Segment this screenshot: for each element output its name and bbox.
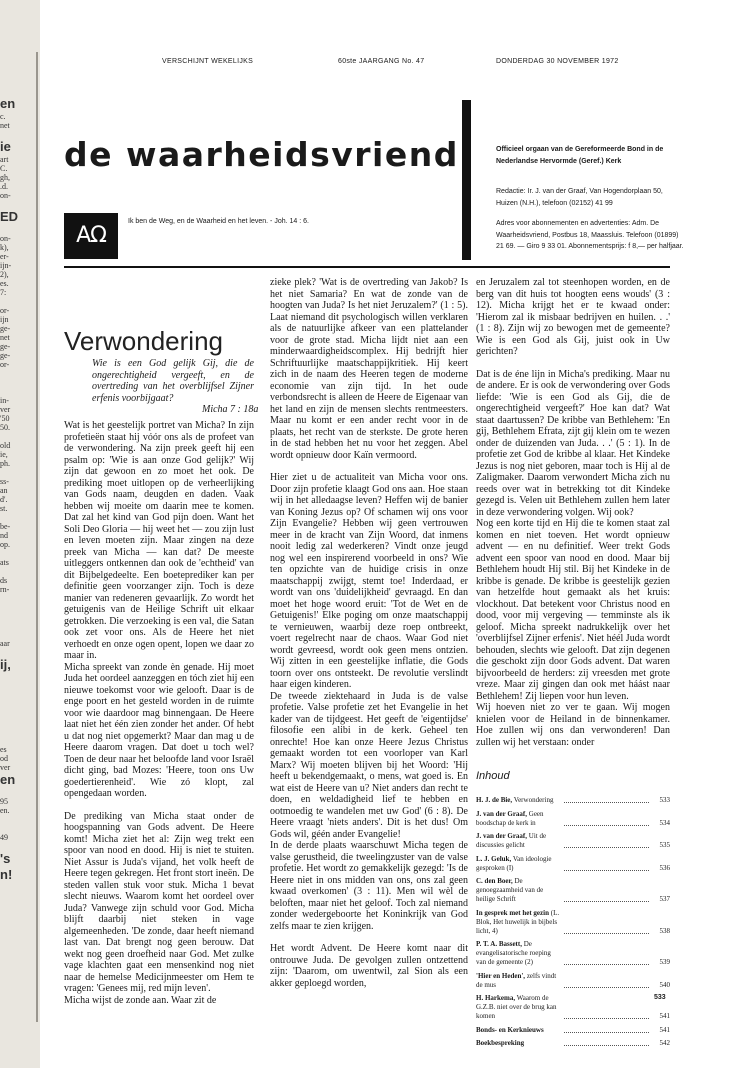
toc-entry bbox=[476, 909, 670, 936]
article-column-3 bbox=[476, 277, 670, 748]
toc-title: De genoegzaamheid van de heilige Schrift bbox=[476, 877, 544, 903]
toc-entry bbox=[476, 810, 670, 828]
paragraph: Nog een korte tijd en Hij die te komen staat zal komen en niet toeven. Het wordt opnieuw advent — en nu definitief. Weer trekt Gods advent een spoor van nood en dood. Maar bij Bethlehem houdt Hij stil. Bij het Kindeke in de kribbe is genade. De kribbe is geestelijk gezien van hetzelfde hout gemaakt als het kruis: vlockhout. Dat betekent voor Christus nood en dood, voor mij vergeving — temminste als ik geloof. Micha spreekt nadrukkelijk over het 'overblijfsel Zijner erfenis'. Niet héél Juda wordt behouden, slechts wie gelooft. Dat zijn degenen die geschokt zijn door Gods advent. Dat waren bijvoorbeeld de herders: zij vreesden met grote vreze. Maar zij gingen dan ook met háást naar Bethlehem! Zij liepen voor hun leven. bbox=[476, 518, 670, 702]
toc-page-number: 541 bbox=[659, 1025, 670, 1034]
newspaper-title: de waarheidsvriend bbox=[64, 135, 459, 174]
previous-page-line: op. bbox=[0, 540, 10, 549]
toc-author: C. den Boer, bbox=[476, 877, 513, 885]
toc-author: 'Hier en Heden', bbox=[476, 971, 526, 980]
toc-title: De evangelisatorische roeping van de gemeente (2) bbox=[476, 940, 551, 966]
toc-leader bbox=[564, 870, 649, 871]
previous-page-line: ijn- bbox=[0, 261, 12, 270]
previous-page-line: art bbox=[0, 155, 9, 164]
toc-entry bbox=[476, 994, 670, 1021]
previous-page-line bbox=[0, 736, 30, 745]
paragraph: Hier ziet u de actualiteit van Micha voor ons. Door zijn profetie klaagt God ons aan. Hoe staan wij in het alledaagse leven? Heffen wij de banier van Koning Jezus op? Of schamen wij ons voor Zijn Evangelie? Hebben wij geen vertrouwen meer in de kracht van Zijn Woord, dat inmens nooit ledig zal wederkeren? Vindt onze jeugd nog wel een inspirerend voorbeeld in ons? Wie ten opzichte van de huidige crisis in onze maatschappij zwijgt, stemt toe! Inderdaad, er wordt van ons 'duidelijkheid' gevraagd. En dan moet het hoge woord eruit: 'Tot de Wet en de Getuigenis!' Elke poging om onze maatschappij te vernieuwen, waarbij deze roep ontbreekt, voert regelrecht naar de chaos. Waar God niet wordt gevreesd, wordt ook geen mens ontzien. Wij zitten in een geestelijke inflatie, die Gods toorn over ons ontsteekt. De revolutie verslindt haar eigen kinderen. bbox=[270, 472, 468, 690]
previous-page-line: or- bbox=[0, 306, 10, 315]
previous-page-line bbox=[0, 788, 30, 797]
previous-page-line: in- bbox=[0, 396, 9, 405]
previous-page-line: aar bbox=[0, 639, 10, 648]
previous-page-line: gh, bbox=[0, 173, 10, 182]
article-column-1 bbox=[64, 420, 254, 1006]
toc-entry bbox=[476, 1039, 670, 1048]
previous-page-line: 49 bbox=[0, 833, 8, 842]
toc-entry bbox=[476, 855, 670, 873]
previous-page-line bbox=[0, 842, 30, 851]
previous-page-line: C. bbox=[0, 164, 8, 173]
previous-page-line: '50 bbox=[0, 414, 10, 423]
toc-entry bbox=[476, 796, 670, 805]
toc-leader bbox=[564, 987, 649, 988]
paragraph: Dat is de éne lijn in Micha's prediking. Maar nu de andere. Er is ook de verwondering over Gods liefde: 'Wie is een God als Gij, die de ongerechtigheid vergeeft?' Hoe kan dat? Wat staat daartussen? De kribbe van Bethlehem: 'En gij, Bethlehem Efrata, zijt gij klein om te wezen onder de duizenden van Juda. . .' (5 : 1). In de profetie zet God de kribbe al klaar. Het Kindeke Jezus is nog niet geboren, maar toch is Hij al de Zaligmaker. Daarom verwondert Micha zich nu reeds over wat in betrekking tot dit Kindeke gezegd is. Velen uit Bethlehem zullen hem later in deze verwondering volgen. Wij ook? bbox=[476, 368, 670, 518]
alpha-omega-logo: AΩ bbox=[64, 213, 118, 259]
paragraph: Het wordt Advent. De Heere komt naar dit ontrouwe Juda. De gevolgen zullen ontzettend zijn: 'Daarom, om uwentwil, zal Sion als een akker geploegd worden, bbox=[270, 943, 468, 989]
toc-page-number: 542 bbox=[659, 1039, 670, 1047]
previous-page-line bbox=[0, 621, 30, 630]
previous-page-line: old bbox=[0, 441, 11, 450]
previous-page-line: 50. bbox=[0, 423, 10, 432]
paragraph: Micha spreekt van zonde èn genade. Hij moet Juda het oordeel aanzeggen en tóch ziet hij een nieuwe toekomst voor wie gelooft. Daar is de enge poort en het gesteld worden in de ruimte voor wie daardoor mag binnengaan. De Heere laat niet het één zien zonder het ander. Of hebt u dat nog niet opgemerkt? Maar dan mag u de Heere daarom vragen. Dat doet u toch wel? Toen de deur naar het beloofde land voor Israël dicht ging, bad Mozes: 'Heere, toon ons Uw goedertierenheid'. Wie zó klopt, zal opengedaan worden. bbox=[64, 661, 254, 799]
previous-page-line bbox=[0, 130, 30, 139]
volume-label: 60ste JAARGANG No. 47 bbox=[338, 58, 425, 65]
toc-author: J. van der Graaf, bbox=[476, 809, 528, 818]
subscription-info: Adres voor abonnementen en advertenties: Adm. De Waarheidsvriend, Postbus 18, Maassluis. Telefoon (01899) 21 69. — Giro 9 33 01. Abonnementsprijs: f 8,— per halfjaar. bbox=[496, 220, 684, 250]
previous-page-line bbox=[0, 648, 30, 657]
previous-page-line bbox=[0, 727, 30, 736]
toc-author: H. Harkema, bbox=[476, 994, 516, 1002]
toc-author: P. T. A. Bassett, bbox=[476, 940, 522, 948]
previous-page-line bbox=[0, 200, 30, 209]
previous-page-line bbox=[0, 432, 30, 441]
previous-page-line bbox=[0, 709, 30, 718]
toc-title: Verwondering bbox=[512, 796, 554, 804]
previous-page-line: ss- bbox=[0, 477, 9, 486]
epigraph: Wie is een God gelijk Gij, die de ongerechtigheid vergeeft, en de overtreding van het overblijfsel Zijner erfenis voorbijgaat? bbox=[92, 358, 254, 404]
previous-page-line bbox=[0, 630, 30, 639]
article-headline: Verwondering bbox=[64, 326, 223, 356]
previous-page-line bbox=[0, 513, 30, 522]
previous-page-line: ge- bbox=[0, 324, 11, 333]
previous-page-line: net bbox=[0, 333, 10, 342]
toc-leader bbox=[564, 847, 649, 848]
previous-page-line: en bbox=[0, 772, 16, 787]
toc-title: (L. Blok, Het huwelijk in bijbels licht, 4) bbox=[476, 908, 560, 935]
previous-page-line: .d. bbox=[0, 182, 8, 191]
previous-page-line: an bbox=[0, 486, 8, 495]
paragraph: Wat is het geestelijk portret van Micha? In zijn profetieën staat hij vóór ons als de profeet van de verwondering. Na zijn preek geeft hij een psalm op: 'Wie is aan onze God gelijk?' Wij zijn dat gewoon en zo moet het ook. De prediking moet uitlopen op de verheerlijking van Gods naam, deugden en daden. Vaak hebben wij moeite om daarin mee te komen. Dat zal het kind van God pijn doen. Want het Soli Deo Gloria — hij weet het — zou zijn lust en leven moeten zijn. Maar zingen na deze preek van Micha — kan dat? De meeste uitleggers ontkennen dan ook de 'echtheid' van dit Bijbelgedeelte. Een boeteprediker kan per definitie geen voorzanger zijn. Toch is deze manier van redeneren gevaarlijk. Zo wordt het getuigenis van de Heilige Schrift uit elkaar getrokken. Die verzoeking is een val, die Satan ook zet voor ons. Als de Heere het niet verhoedt en onze ogen opent, lopen we daar zo maar in. bbox=[64, 420, 254, 661]
editor-info: Redactie: Ir. J. van der Graaf, Van Hogendorplaan 50, Huizen (N.H.), telefoon (02152) 41 99 bbox=[496, 188, 663, 207]
previous-page-line bbox=[0, 225, 30, 234]
previous-page-line bbox=[0, 673, 30, 682]
previous-page-line: st. bbox=[0, 504, 8, 513]
previous-page-line bbox=[0, 369, 30, 378]
toc-author: J. van der Graaf, bbox=[476, 832, 528, 840]
previous-page-line: ie, bbox=[0, 450, 8, 459]
previous-page-line: or- bbox=[0, 360, 10, 369]
paragraph: Wij hoeven niet zo ver te gaan. Wij mogen knielen voor de Heiland in de binnenkamer. Hoe zullen wij ons dan verwonderen! Dan zullen wij het verstaan: onder bbox=[476, 702, 670, 748]
toc-page-number: 538 bbox=[659, 926, 670, 935]
toc-leader bbox=[564, 1045, 649, 1046]
masthead-divider bbox=[462, 100, 471, 260]
toc-leader bbox=[564, 964, 649, 965]
previous-page-line bbox=[0, 378, 30, 387]
toc-author: Bonds- en Kerknieuws bbox=[476, 1025, 544, 1034]
previous-page-line bbox=[0, 718, 30, 727]
toc-author: Boekbespreking bbox=[476, 1039, 525, 1047]
previous-page-line bbox=[0, 387, 30, 396]
toc-leader bbox=[564, 825, 649, 826]
toc-page-number: 539 bbox=[659, 958, 670, 966]
toc-entry bbox=[476, 832, 670, 850]
toc-page-number: 533 bbox=[659, 796, 670, 804]
paragraph: zieke plek? 'Wat is de overtreding van Jakob? Is het niet Samaria? En wat de zonde van de hoogten van Juda? Is het niet Jeruzalem?' (1 : 5). Laat niemand dit psychologisch willen verklaren als de natuurlijke afkeer van een plattelander voor de grote stad. Micha lijdt niet aan een minderwaardigheidscomplex. Hij bedrijft hier Schriftuurlijke maatschappijkritiek. Hij keert zich in de naam des Heeren tegen de moderne economie van zijn tijd. In het oude verbondsrecht is alleen de Heere de Eigenaar van het land en zijn de mensen slechts rentmeesters. Maar nu komt er een ander recht voor in de plaats, het recht van de sterkste. De grote heren in de stad hebben het nu voor het zeggen. Abel wordt opnieuw door Kaïn vermoord. bbox=[270, 277, 468, 461]
toc-author: In gesprek met het gezin bbox=[476, 908, 549, 917]
toc-page-number: 536 bbox=[659, 863, 670, 872]
previous-page-line bbox=[0, 824, 30, 833]
previous-page-line: 's bbox=[0, 851, 11, 866]
date-label: DONDERDAG 30 NOVEMBER 1972 bbox=[496, 58, 619, 65]
toc-page-number: 537 bbox=[659, 895, 670, 903]
toc-author: H. J. de Bie, bbox=[476, 796, 513, 804]
previous-page-line: d'. bbox=[0, 495, 8, 504]
paragraph: De prediking van Micha staat onder de hoogspanning van Gods advent. De Heere komt! Micha ziet het al: Zijn weg trekt een spoor van nood en dood. Hij is niet te stuiten. Niet Assur is Juda's vijand, het volk heeft de Heere tegen gekregen. Het front stort ineën. De steden vallen stuk voor stuk. Micha 1 bevat slecht nieuws. Waarom komt het oordeel over Juda? Vanwege zijn schuld voor God. Micha blijft daarbij niet steken in vage algemeenheden. 'De zonde, daar heeft niemand last van. Dat brengt nog geen berouw. Dat wekt nog geen droefheid naar God. Met zulke vage klachten gaat een mensenkind nog niet naar de hemelse Medicijnmeester om Hem te vragen: 'Genees mij, red mijn leven'. bbox=[64, 810, 254, 994]
masthead-rule bbox=[64, 266, 670, 268]
previous-page-line: ph. bbox=[0, 459, 10, 468]
toc-leader bbox=[564, 901, 649, 902]
previous-page-line: ats bbox=[0, 558, 9, 567]
previous-page-line: k), bbox=[0, 243, 9, 252]
toc-author: L. J. Geluk, bbox=[476, 854, 512, 863]
toc-title: Waarom de G.Z.B. niet over de brug kan komen bbox=[476, 994, 557, 1020]
previous-page-line: en. bbox=[0, 806, 10, 815]
previous-page-line: ge- bbox=[0, 351, 11, 360]
previous-page-line bbox=[0, 567, 30, 576]
article-column-2 bbox=[270, 277, 468, 989]
paragraph: Micha wijst de zonde aan. Waar zit de bbox=[64, 994, 217, 1006]
toc-leader bbox=[564, 1018, 649, 1019]
previous-page-line: 2), bbox=[0, 270, 9, 279]
page-number: 533 bbox=[654, 994, 666, 1001]
toc-leader bbox=[564, 802, 649, 803]
previous-page-line: rn- bbox=[0, 585, 10, 594]
previous-page-line bbox=[0, 594, 30, 603]
table-of-contents bbox=[476, 796, 670, 1053]
previous-page-line: ver bbox=[0, 763, 11, 772]
epigraph-reference: Micha 7 : 18a bbox=[202, 404, 259, 415]
previous-page-line: en bbox=[0, 96, 16, 111]
toc-title: Van ideologie gesproken (I) bbox=[476, 854, 552, 872]
previous-page-line: nd bbox=[0, 531, 8, 540]
previous-page-line: ED bbox=[0, 209, 19, 224]
previous-page-line: ijn bbox=[0, 315, 9, 324]
previous-page-line bbox=[0, 612, 30, 621]
toc-page-number: 535 bbox=[659, 841, 670, 849]
previous-page-line: 7: bbox=[0, 288, 7, 297]
previous-page-line: on- bbox=[0, 191, 11, 200]
previous-page-line: od bbox=[0, 754, 8, 763]
previous-page-line bbox=[0, 815, 30, 824]
toc-leader bbox=[564, 1032, 649, 1033]
toc-entry bbox=[476, 972, 670, 990]
organ-description: Officieel orgaan van de Gereformeerde Bond in de Nederlandse Hervormde (Geref.) Kerk bbox=[496, 146, 664, 165]
previous-page-line: es bbox=[0, 745, 7, 754]
previous-page-line: ver bbox=[0, 405, 11, 414]
previous-page-line: ge- bbox=[0, 342, 11, 351]
page-edge bbox=[36, 52, 38, 1022]
previous-page-edge-text bbox=[0, 96, 30, 996]
previous-page-line bbox=[0, 468, 30, 477]
previous-page-line: es. bbox=[0, 279, 9, 288]
toc-title: Geen boodschap de kerk in bbox=[476, 809, 544, 827]
previous-page-line bbox=[0, 700, 30, 709]
toc-entry bbox=[476, 1026, 670, 1035]
previous-page-line bbox=[0, 603, 30, 612]
previous-page-line: ie bbox=[0, 139, 11, 154]
frequency-label: VERSCHIJNT WEKELIJKS bbox=[162, 58, 254, 65]
paragraph: en Jeruzalem zal tot steenhopen worden, en de berg van dit huis tot hoogten eens wouds' (3 : 12). Micha krijgt het er te kwaad onder: 'Hierom zal ik misbaar bedrijven en huilen. . .' (1 : 8). Zijn wij zo bewogen met de gemeente? Wie is een God als Gij, juist ook in Uw gerichten? bbox=[476, 277, 670, 357]
motto: Ik ben de Weg, en de Waarheid en het leven. - Joh. 14 : 6. bbox=[128, 218, 309, 225]
toc-leader bbox=[564, 933, 649, 934]
toc-page-number: 540 bbox=[659, 980, 670, 989]
previous-page-line: be- bbox=[0, 522, 11, 531]
previous-page-line: er- bbox=[0, 252, 9, 261]
paragraph: De tweede ziektehaard in Juda is de valse profetie. Valse profetie zet het Evangelie in het kader van de tijdgeest. Het geeft de 'eigentijdse' filosofie een alibi in de kerk. Geheel ten onrechte! Hoe kan onze Heere Jezus Christus gemaakt worden tot een voorloper van Karl Marx? Wij moeten blijven bij het Woord: 'Hij heeft u bekendgemaakt, o mens, wat goed is. En wat eist de Heere van u? Niet anders dan recht te doen, en weldadigheid lief te hebben en ootmoedig te wandelen met uw God' (6 : 8). De Heere vraagt 'niets anders'. Dit is het dus! Om Gods wil, géén ander Evangelie! bbox=[270, 690, 468, 840]
toc-title: zelfs vindt de mus bbox=[476, 971, 557, 989]
previous-page-line: on- bbox=[0, 234, 11, 243]
toc-title: Uit de discussies gelicht bbox=[476, 832, 547, 849]
previous-page-line bbox=[0, 549, 30, 558]
previous-page-line bbox=[0, 297, 30, 306]
toc-entry bbox=[476, 940, 670, 967]
contents-heading: Inhoud bbox=[476, 770, 510, 782]
previous-page-line: ij, bbox=[0, 657, 11, 672]
toc-page-number: 534 bbox=[659, 818, 670, 827]
previous-page-line: 95 bbox=[0, 797, 8, 806]
previous-page-line: net bbox=[0, 121, 10, 130]
previous-page-line bbox=[0, 682, 30, 691]
previous-page-line: c. bbox=[0, 112, 6, 121]
previous-page-line: ds bbox=[0, 576, 8, 585]
toc-entry bbox=[476, 877, 670, 904]
previous-page-line bbox=[0, 691, 30, 700]
toc-page-number: 541 bbox=[659, 1012, 670, 1020]
paragraph: In de derde plaats waarschuwt Micha tegen de valse gerustheid, die tweelingzuster van de valse profetie. Het wordt zo gemakkelijk gezegd: 'Is de Heere niet in ons midden van ons, ons zal geen kwaad overkomen' (3 : 11). Men wil wèl de beloften, maar niet het geloof. Toch zal niemand zonder wedergeboorte het Koninkrijk van God zelfs maar te zien krijgen. bbox=[270, 840, 468, 932]
previous-page-line: n! bbox=[0, 867, 13, 882]
